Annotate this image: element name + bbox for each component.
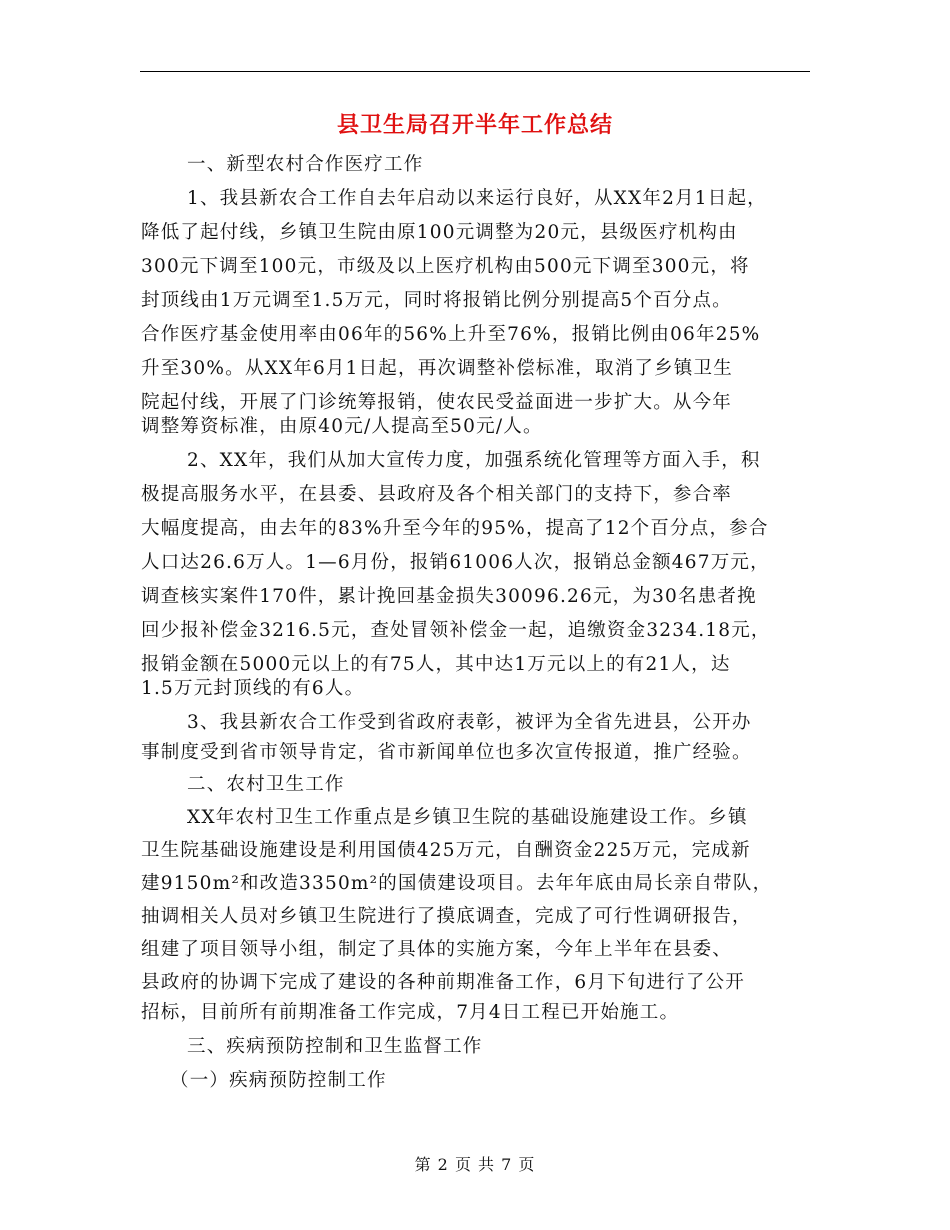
- paragraph-line: 组建了项目领导小组，制定了具体的实施方案，今年上半年在县委、: [141, 939, 733, 960]
- paragraph-line: 调查核实案件170件，累计挽回基金损失30096.26元，为30名患者挽: [141, 586, 757, 607]
- paragraph-line: 回少报补偿金3216.5元，查处冒领补偿金一起，追缴资金3234.18元，: [141, 620, 771, 641]
- paragraph-line: 调整筹资标准，由原40元/人提高至50元/人。: [141, 416, 543, 437]
- paragraph-line: 大幅度提高，由去年的83%升至今年的95%，提高了12个百分点，参合: [141, 518, 769, 539]
- paragraph-line: 建9150m²和改造3350m²的国债建设项目。去年年底由局长亲自带队，: [141, 873, 773, 894]
- paragraph-line: 2、XX年，我们从加大宣传力度，加强系统化管理等方面入手，积: [187, 450, 761, 471]
- paragraph-line: 卫生院基础设施建设是利用国债425万元，自酬资金225万元，完成新: [141, 840, 751, 861]
- paragraph-line: 县政府的协调下完成了建设的各种前期准备工作，6月下旬进行了公开: [141, 972, 745, 993]
- subsection-heading: （一）疾病预防控制工作: [170, 1070, 387, 1091]
- paragraph-line: 事制度受到省市领导肯定，省市新闻单位也多次宣传报道，推广经验。: [141, 742, 752, 763]
- section-heading: 三、疾病预防控制和卫生监督工作: [187, 1036, 483, 1057]
- paragraph-line: 降低了起付线，乡镇卫生院由原100元调整为20元，县级医疗机构由: [141, 222, 738, 243]
- section-heading: 一、新型农村合作医疗工作: [187, 154, 424, 175]
- paragraph-line: 极提高服务水平，在县委、县政府及各个相关部门的支持下，参合率: [141, 484, 733, 505]
- section-heading: 二、农村卫生工作: [187, 774, 345, 795]
- paragraph-line: 升至30%。从XX年6月1日起，再次调整补偿标准，取消了乡镇卫生: [141, 358, 733, 379]
- header-rule: [140, 71, 810, 72]
- paragraph-line: XX年农村卫生工作重点是乡镇卫生院的基础设施建设工作。乡镇: [187, 807, 748, 828]
- page-footer: 第 2 页 共 7 页: [414, 1155, 536, 1174]
- paragraph-line: 3、我县新农合工作受到省政府表彰，被评为全省先进县，公开办: [187, 712, 752, 733]
- paragraph-line: 抽调相关人员对乡镇卫生院进行了摸底调查，完成了可行性调研报告，: [141, 906, 752, 927]
- paragraph-line: 招标，目前所有前期准备工作完成，7月4日工程已开始施工。: [141, 1002, 680, 1023]
- paragraph-line: 院起付线，开展了门诊统筹报销，使农民受益面进一步扩大。从今年: [141, 392, 733, 413]
- paragraph-line: 封顶线由1万元调至1.5万元，同时将报销比例分别提高5个百分点。: [141, 290, 732, 311]
- paragraph-line: 1、我县新农合工作自去年启动以来运行良好，从XX年2月1日起，: [187, 188, 767, 209]
- paragraph-line: 人口达26.6万人。1—6月份，报销61006人次，报销总金额467万元，: [141, 552, 770, 573]
- paragraph-line: 300元下调至100元，市级及以上医疗机构由500元下调至300元，将: [141, 256, 750, 277]
- paragraph-line: 合作医疗基金使用率由06年的56%上升至76%，报销比例由06年25%: [141, 324, 761, 345]
- document-title: 县卫生局召开半年工作总结: [336, 113, 613, 138]
- paragraph-line: 报销金额在5000元以上的有75人，其中达1万元以上的有21人，达: [141, 654, 731, 675]
- paragraph-line: 1.5万元封顶线的有6人。: [141, 678, 365, 699]
